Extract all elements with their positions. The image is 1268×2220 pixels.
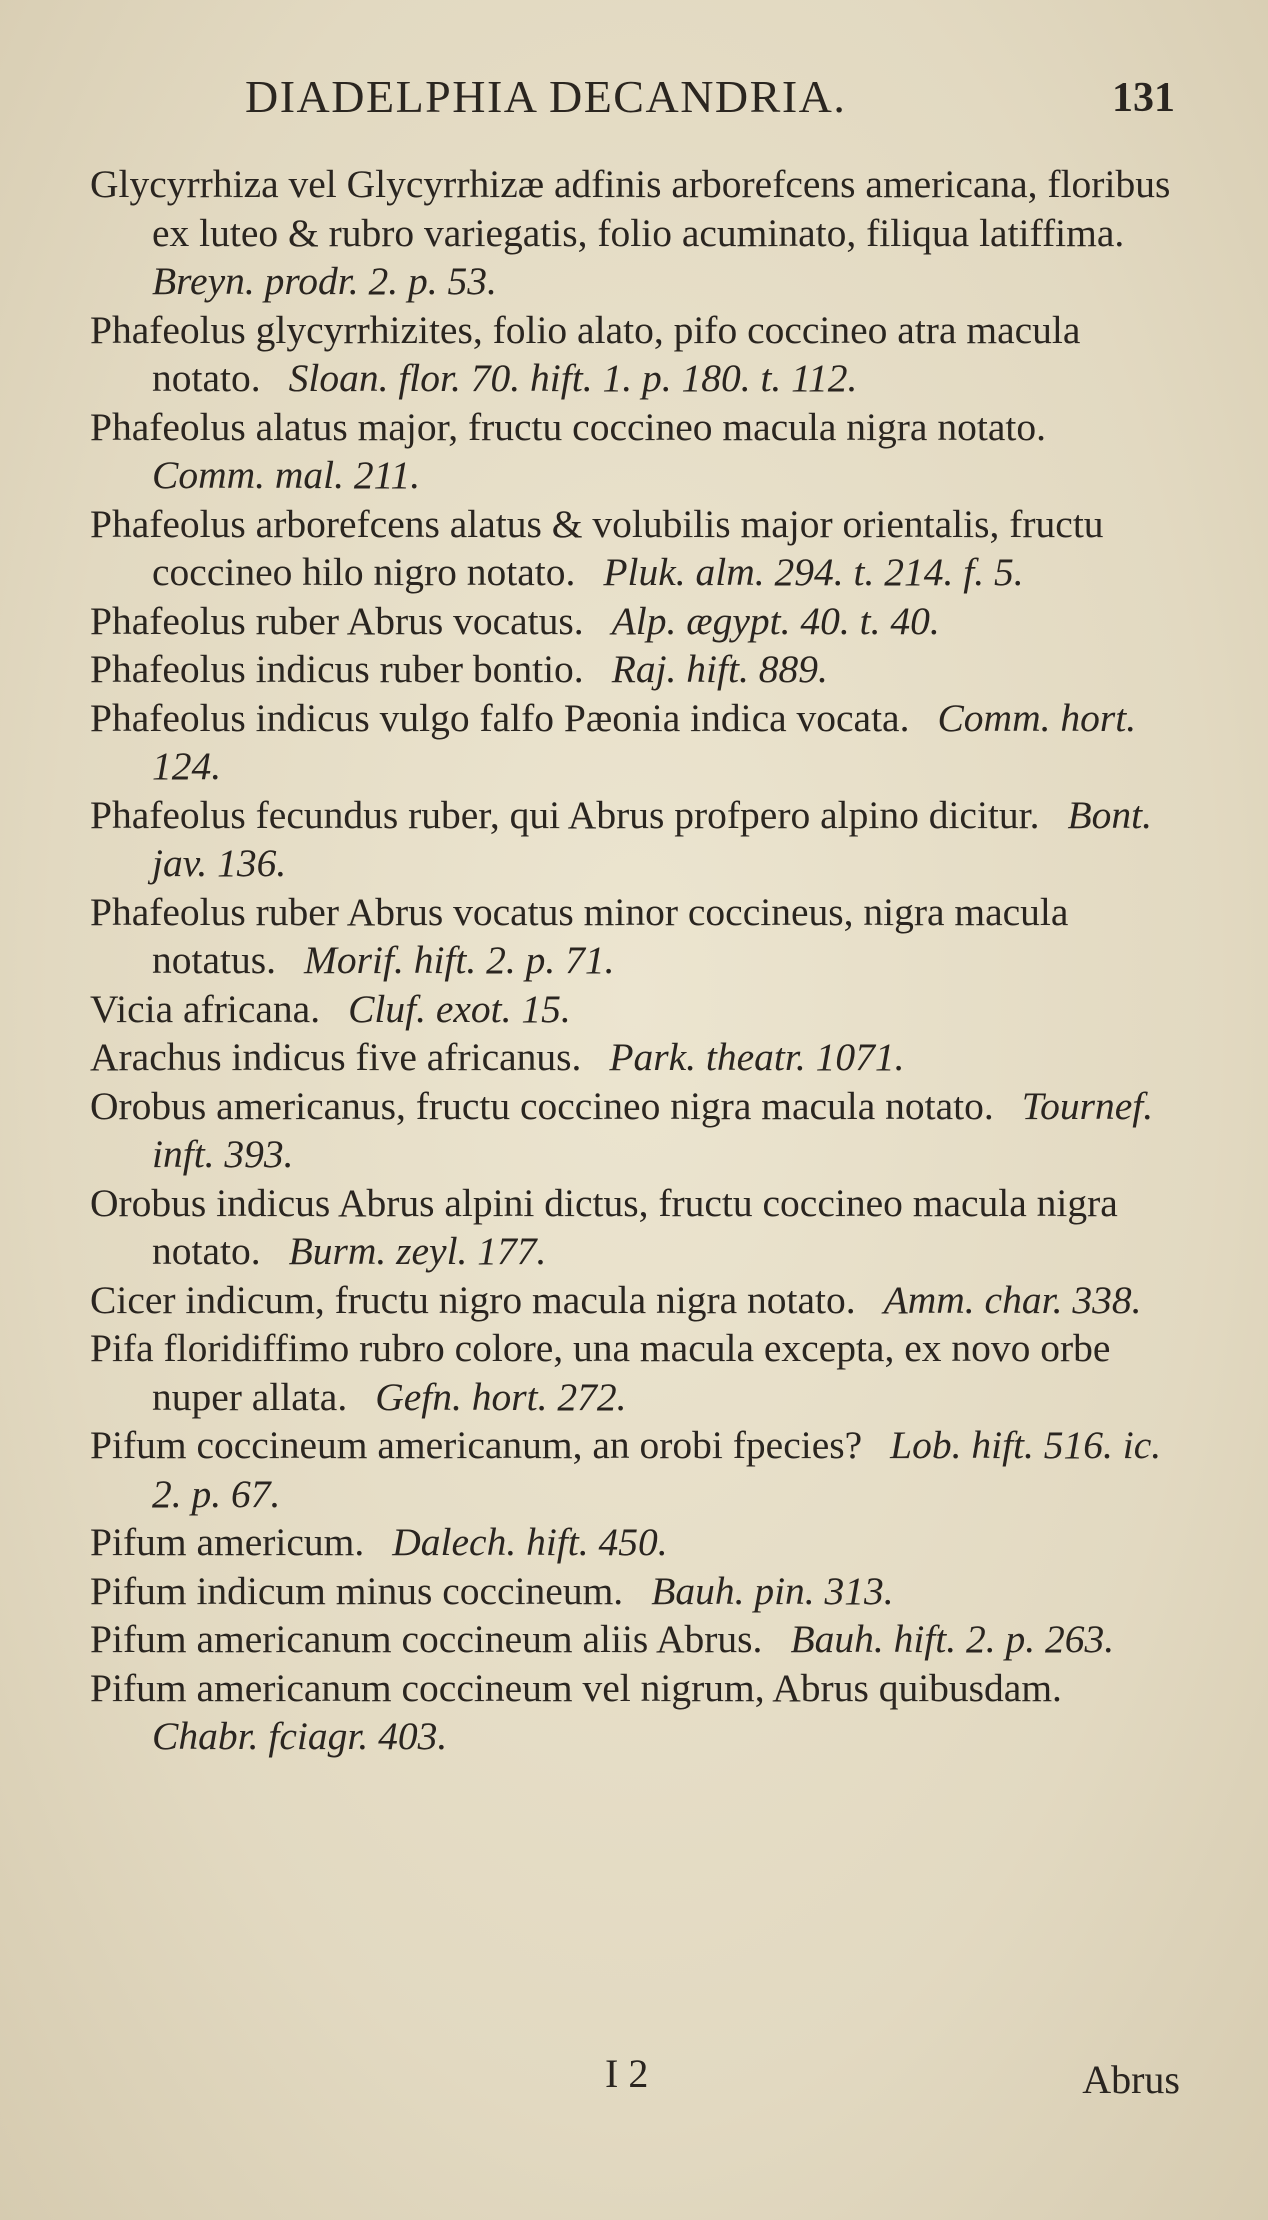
synonym-entry bbox=[90, 1615, 1180, 1664]
synonym-entry bbox=[90, 403, 1180, 500]
entry-text: Phafeolus fecundus ruber, qui Abrus profpero alpino dicitur. bbox=[90, 792, 1040, 837]
entry-text: Vicia africana. bbox=[90, 986, 321, 1031]
entry-text: Phafeolus glycyrrhizites, folio alato, pifo coccineo atra macula notato. bbox=[90, 307, 1081, 400]
synonym-entry bbox=[90, 791, 1180, 888]
entry-text: Cicer indicum, fructu nigro macula nigra notato. bbox=[90, 1277, 856, 1322]
entry-reference: Tournef. inft. 393. bbox=[152, 1083, 1154, 1176]
entry-reference: Comm. mal. 211. bbox=[152, 453, 421, 497]
entry-reference: Amm. char. 338. bbox=[883, 1277, 1142, 1322]
entry-text: Arachus indicus five africanus. bbox=[90, 1035, 582, 1079]
entry-text: Pifum americanum coccineum aliis Abrus. bbox=[90, 1617, 763, 1661]
synonym-entry bbox=[90, 645, 1180, 694]
synonym-entry bbox=[90, 1664, 1180, 1761]
synonym-entry bbox=[90, 597, 1180, 646]
synonym-entry bbox=[90, 1082, 1180, 1179]
entry-text: Phafeolus ruber Abrus vocatus minor coccineus, nigra macula notatus. bbox=[90, 889, 1069, 982]
entry-reference: Bont. jav. 136. bbox=[152, 792, 1152, 885]
entry-text: Phafeolus alatus major, fructu coccineo macula nigra notato. bbox=[90, 404, 1046, 449]
synonym-entry bbox=[90, 985, 1180, 1034]
synonym-list bbox=[90, 160, 1180, 1761]
entry-reference: Raj. hift. 889. bbox=[611, 647, 828, 691]
entry-reference: Dalech. hift. 450. bbox=[392, 1520, 668, 1564]
entry-reference: Burm. zeyl. 177. bbox=[288, 1229, 547, 1273]
synonym-entry bbox=[90, 1421, 1180, 1518]
entry-text: Pifum americum. bbox=[90, 1520, 365, 1564]
entry-reference: Lob. hift. 516. ic. 2. p. 67. bbox=[152, 1423, 1162, 1516]
entry-reference: Alp. ægypt. 40. t. 40. bbox=[611, 598, 940, 643]
entry-reference: Chabr. fciagr. 403. bbox=[152, 1714, 448, 1758]
entry-text: Orobus indicus Abrus alpini dictus, fructu coccineo macula nigra notato. bbox=[90, 1180, 1118, 1273]
synonym-entry bbox=[90, 500, 1180, 597]
entry-text: Pifa floridiffimo rubro colore, una macula excepta, ex novo orbe nuper allata. bbox=[90, 1326, 1111, 1419]
page-footer bbox=[90, 2050, 1180, 2100]
synonym-entry bbox=[90, 1324, 1180, 1421]
entry-reference: Gefn. hort. 272. bbox=[375, 1374, 627, 1419]
synonym-entry bbox=[90, 1567, 1180, 1616]
entry-text: Glycyrrhiza vel Glycyrrhizæ adfinis arborefcens americana, floribus ex luteo & rubro variegatis, folio acuminato, filiqua latiffima. bbox=[90, 162, 1171, 255]
entry-reference: Bauh. hift. 2. p. 263. bbox=[790, 1617, 1115, 1661]
page-number: 131 bbox=[1112, 75, 1175, 121]
running-title: DIADELPHIA DECANDRIA. bbox=[245, 71, 847, 122]
signature-mark: I 2 bbox=[605, 2051, 649, 2096]
entry-reference: Comm. hort. 124. bbox=[152, 695, 1137, 788]
synonym-entry bbox=[90, 694, 1180, 791]
synonym-entry bbox=[90, 1518, 1180, 1567]
entry-text: Pifum coccineum americanum, an orobi fpecies? bbox=[90, 1423, 863, 1467]
synonym-entry bbox=[90, 160, 1180, 306]
entry-text: Phafeolus indicus ruber bontio. bbox=[90, 647, 584, 691]
entry-reference: Morif. hift. 2. p. 71. bbox=[303, 938, 615, 982]
entry-reference: Breyn. prodr. 2. p. 53. bbox=[152, 259, 497, 303]
page-header bbox=[245, 70, 1175, 130]
entry-text: Orobus americanus, fructu coccineo nigra macula notato. bbox=[90, 1083, 994, 1128]
entry-text: Phafeolus ruber Abrus vocatus. bbox=[90, 598, 584, 643]
entry-text: Phafeolus arborefcens alatus & volubilis major orientalis, fructu coccineo hilo nigro notato. bbox=[90, 501, 1104, 594]
synonym-entry bbox=[90, 1276, 1180, 1325]
catchword: Abrus bbox=[1082, 2057, 1180, 2102]
entry-text: Pifum americanum coccineum vel nigrum, Abrus quibusdam. bbox=[90, 1665, 1062, 1710]
synonym-entry bbox=[90, 306, 1180, 403]
synonym-entry bbox=[90, 1033, 1180, 1082]
synonym-entry bbox=[90, 888, 1180, 985]
entry-text: Pifum indicum minus coccineum. bbox=[90, 1568, 624, 1613]
synonym-entry bbox=[90, 1179, 1180, 1276]
entry-reference: Pluk. alm. 294. t. 214. f. 5. bbox=[603, 550, 1024, 594]
entry-text: Phafeolus indicus vulgo falfo Pæonia indica vocata. bbox=[90, 695, 910, 740]
entry-reference: Cluf. exot. 15. bbox=[348, 986, 571, 1031]
entry-reference: Park. theatr. 1071. bbox=[609, 1035, 905, 1079]
entry-reference: Bauh. pin. 313. bbox=[651, 1568, 894, 1613]
entry-reference: Sloan. flor. 70. hift. 1. p. 180. t. 112. bbox=[288, 356, 858, 400]
